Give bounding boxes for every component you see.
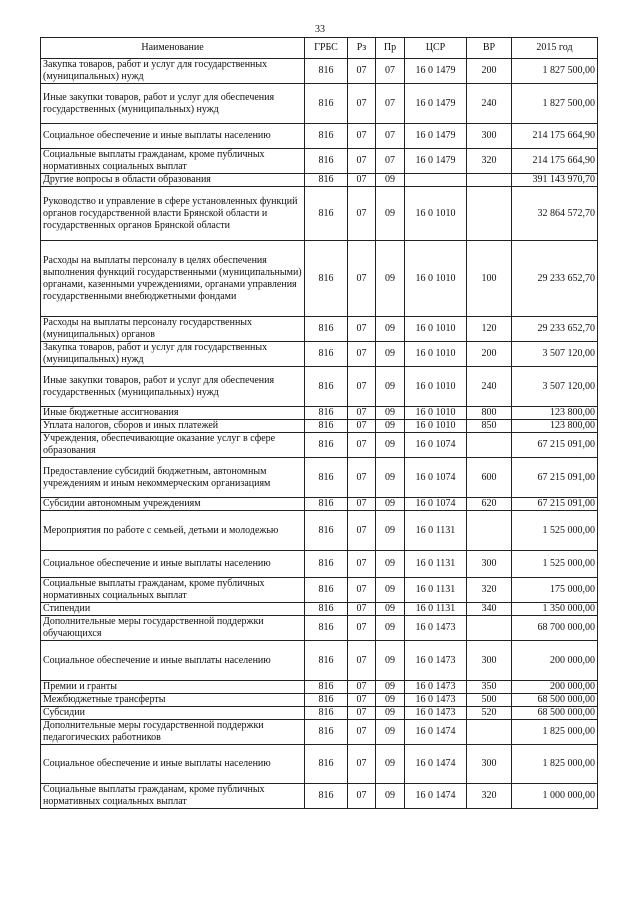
cell-rz: 07 [348,616,376,641]
cell-vr [467,433,512,458]
table-row [41,458,598,498]
cell-vr [467,187,512,241]
cell-vr: 500 [467,694,512,707]
cell-csr: 16 0 1474 [405,784,467,809]
cell-csr: 16 0 1010 [405,420,467,433]
cell-amount: 29 233 652,70 [512,317,598,342]
cell-name: Расходы на выплаты персоналу в целях обеспечения выполнения функций государственными (муниципальными) органами, казенными учреждениями, органами управления государственными внебюджетными фондами [41,241,305,317]
cell-amount: 32 864 572,70 [512,187,598,241]
cell-name: Расходы на выплаты персоналу государственных (муниципальных) органов [41,317,305,342]
header-csr: ЦСР [405,38,467,59]
cell-pr: 07 [376,149,405,174]
table-row [41,317,598,342]
cell-pr: 09 [376,241,405,317]
cell-pr: 09 [376,187,405,241]
cell-rz: 07 [348,681,376,694]
page-number: 33 [315,24,325,35]
cell-amount: 175 000,00 [512,578,598,603]
table-row [41,720,598,745]
cell-csr: 16 0 1010 [405,342,467,367]
budget-table [40,37,598,809]
table-row [41,367,598,407]
cell-amount: 67 215 091,00 [512,433,598,458]
cell-vr: 620 [467,498,512,511]
cell-vr: 300 [467,551,512,578]
cell-vr [467,511,512,551]
cell-amount: 67 215 091,00 [512,498,598,511]
table-row [41,149,598,174]
cell-rz: 07 [348,84,376,124]
cell-vr: 300 [467,124,512,149]
cell-name: Социальные выплаты гражданам, кроме публичных нормативных социальных выплат [41,784,305,809]
cell-grbs: 816 [305,603,348,616]
header-vr: ВР [467,38,512,59]
cell-name: Другие вопросы в области образования [41,174,305,187]
cell-vr: 320 [467,578,512,603]
cell-pr: 09 [376,641,405,681]
cell-name: Премии и гранты [41,681,305,694]
cell-rz: 07 [348,187,376,241]
cell-pr: 09 [376,367,405,407]
cell-pr: 09 [376,317,405,342]
cell-pr: 09 [376,720,405,745]
cell-amount: 1 350 000,00 [512,603,598,616]
cell-grbs: 816 [305,458,348,498]
cell-csr: 16 0 1010 [405,367,467,407]
cell-name: Дополнительные меры государственной поддержки педагогических работников [41,720,305,745]
cell-vr: 520 [467,707,512,720]
cell-rz: 07 [348,641,376,681]
cell-pr: 09 [376,174,405,187]
cell-vr: 240 [467,367,512,407]
cell-amount: 123 800,00 [512,420,598,433]
cell-amount: 1 825 000,00 [512,720,598,745]
table-row [41,511,598,551]
cell-grbs: 816 [305,745,348,784]
cell-csr: 16 0 1474 [405,745,467,784]
cell-rz: 07 [348,59,376,84]
table-row [41,694,598,707]
cell-vr: 320 [467,784,512,809]
cell-vr: 240 [467,84,512,124]
cell-csr: 16 0 1473 [405,641,467,681]
cell-csr: 16 0 1010 [405,407,467,420]
cell-rz: 07 [348,551,376,578]
header-year: 2015 год [512,38,598,59]
table-row [41,551,598,578]
cell-grbs: 816 [305,407,348,420]
cell-amount: 1 525 000,00 [512,511,598,551]
cell-grbs: 816 [305,511,348,551]
cell-rz: 07 [348,149,376,174]
cell-vr: 340 [467,603,512,616]
cell-pr: 07 [376,59,405,84]
cell-name: Стипендии [41,603,305,616]
cell-amount: 3 507 120,00 [512,367,598,407]
cell-name: Дополнительные меры государственной поддержки обучающихся [41,616,305,641]
cell-grbs: 816 [305,616,348,641]
cell-grbs: 816 [305,707,348,720]
table-header-row [41,38,598,59]
cell-rz: 07 [348,420,376,433]
cell-grbs: 816 [305,420,348,433]
cell-vr: 200 [467,342,512,367]
cell-csr: 16 0 1473 [405,707,467,720]
cell-amount: 68 500 000,00 [512,707,598,720]
cell-rz: 07 [348,124,376,149]
cell-grbs: 816 [305,367,348,407]
cell-grbs: 816 [305,784,348,809]
cell-csr: 16 0 1473 [405,616,467,641]
cell-amount: 68 500 000,00 [512,694,598,707]
cell-csr: 16 0 1074 [405,433,467,458]
cell-name: Социальное обеспечение и иные выплаты населению [41,641,305,681]
cell-name: Межбюджетные трансферты [41,694,305,707]
cell-rz: 07 [348,367,376,407]
cell-pr: 09 [376,707,405,720]
table-row [41,578,598,603]
cell-name: Мероприятия по работе с семьей, детьми и молодежью [41,511,305,551]
table-row [41,241,598,317]
cell-rz: 07 [348,511,376,551]
cell-csr: 16 0 1479 [405,84,467,124]
cell-grbs: 816 [305,551,348,578]
cell-csr: 16 0 1131 [405,603,467,616]
cell-amount: 200 000,00 [512,641,598,681]
cell-csr: 16 0 1074 [405,498,467,511]
table-row [41,342,598,367]
cell-vr [467,720,512,745]
cell-amount: 1 525 000,00 [512,551,598,578]
cell-pr: 09 [376,420,405,433]
cell-pr: 07 [376,84,405,124]
cell-amount: 200 000,00 [512,681,598,694]
cell-grbs: 816 [305,149,348,174]
cell-rz: 07 [348,707,376,720]
cell-grbs: 816 [305,59,348,84]
cell-name: Руководство и управление в сфере установленных функций органов государственной власти Брянской области и государственных органов Брянской области [41,187,305,241]
cell-vr: 320 [467,149,512,174]
cell-grbs: 816 [305,342,348,367]
cell-grbs: 816 [305,694,348,707]
cell-name: Социальные выплаты гражданам, кроме публичных нормативных социальных выплат [41,578,305,603]
cell-rz: 07 [348,578,376,603]
cell-name: Закупка товаров, работ и услуг для государственных (муниципальных) нужд [41,59,305,84]
cell-csr: 16 0 1479 [405,149,467,174]
cell-rz: 07 [348,458,376,498]
cell-csr: 16 0 1474 [405,720,467,745]
cell-name: Социальное обеспечение и иные выплаты населению [41,745,305,784]
table-row [41,498,598,511]
cell-vr: 800 [467,407,512,420]
cell-rz: 07 [348,720,376,745]
cell-amount: 1 827 500,00 [512,59,598,84]
table-body [41,59,598,809]
cell-grbs: 816 [305,498,348,511]
header-name: Наименование [41,38,305,59]
cell-csr: 16 0 1131 [405,551,467,578]
cell-rz: 07 [348,784,376,809]
cell-pr: 09 [376,784,405,809]
cell-csr: 16 0 1473 [405,681,467,694]
cell-amount: 1 000 000,00 [512,784,598,809]
cell-vr [467,174,512,187]
cell-amount: 1 827 500,00 [512,84,598,124]
cell-grbs: 816 [305,84,348,124]
cell-rz: 07 [348,745,376,784]
cell-amount: 29 233 652,70 [512,241,598,317]
cell-rz: 07 [348,342,376,367]
cell-amount: 3 507 120,00 [512,342,598,367]
cell-pr: 09 [376,616,405,641]
cell-rz: 07 [348,407,376,420]
table-row [41,84,598,124]
cell-amount: 68 700 000,00 [512,616,598,641]
cell-name: Предоставление субсидий бюджетным, автономным учреждениям и иным некоммерческим организациям [41,458,305,498]
table-row [41,745,598,784]
table-row [41,174,598,187]
table-row [41,59,598,84]
cell-vr: 600 [467,458,512,498]
cell-csr: 16 0 1479 [405,124,467,149]
table-row [41,433,598,458]
cell-amount: 391 143 970,70 [512,174,598,187]
cell-csr: 16 0 1074 [405,458,467,498]
cell-vr: 300 [467,641,512,681]
cell-rz: 07 [348,317,376,342]
table-row [41,707,598,720]
cell-name: Субсидии автономным учреждениям [41,498,305,511]
cell-name: Субсидии [41,707,305,720]
cell-grbs: 816 [305,681,348,694]
cell-grbs: 816 [305,720,348,745]
cell-csr: 16 0 1473 [405,694,467,707]
table-row [41,616,598,641]
cell-name: Уплата налогов, сборов и иных платежей [41,420,305,433]
cell-pr: 09 [376,694,405,707]
header-grbs: ГРБС [305,38,348,59]
header-rz: Рз [348,38,376,59]
cell-rz: 07 [348,603,376,616]
cell-csr: 16 0 1010 [405,187,467,241]
cell-grbs: 816 [305,187,348,241]
cell-vr: 200 [467,59,512,84]
table-row [41,124,598,149]
cell-amount: 1 825 000,00 [512,745,598,784]
cell-pr: 09 [376,578,405,603]
cell-grbs: 816 [305,433,348,458]
table-row [41,187,598,241]
cell-csr [405,174,467,187]
cell-amount: 214 175 664,90 [512,124,598,149]
cell-pr: 09 [376,498,405,511]
cell-csr: 16 0 1010 [405,241,467,317]
cell-vr: 100 [467,241,512,317]
cell-grbs: 816 [305,317,348,342]
cell-grbs: 816 [305,578,348,603]
cell-name: Закупка товаров, работ и услуг для государственных (муниципальных) нужд [41,342,305,367]
cell-vr: 300 [467,745,512,784]
cell-rz: 07 [348,433,376,458]
cell-pr: 07 [376,124,405,149]
cell-name: Учреждения, обеспечивающие оказание услуг в сфере образования [41,433,305,458]
cell-grbs: 816 [305,174,348,187]
cell-pr: 09 [376,458,405,498]
cell-rz: 07 [348,498,376,511]
table-row [41,784,598,809]
cell-grbs: 816 [305,241,348,317]
cell-grbs: 816 [305,124,348,149]
cell-pr: 09 [376,433,405,458]
cell-pr: 09 [376,407,405,420]
cell-vr: 350 [467,681,512,694]
cell-name: Социальные выплаты гражданам, кроме публичных нормативных социальных выплат [41,149,305,174]
cell-pr: 09 [376,603,405,616]
cell-name: Социальное обеспечение и иные выплаты населению [41,551,305,578]
cell-amount: 214 175 664,90 [512,149,598,174]
cell-name: Социальное обеспечение и иные выплаты населению [41,124,305,149]
cell-csr: 16 0 1131 [405,578,467,603]
cell-amount: 123 800,00 [512,407,598,420]
table-row [41,603,598,616]
cell-grbs: 816 [305,641,348,681]
cell-csr: 16 0 1010 [405,317,467,342]
cell-pr: 09 [376,551,405,578]
cell-pr: 09 [376,511,405,551]
cell-rz: 07 [348,174,376,187]
table-row [41,407,598,420]
cell-vr: 120 [467,317,512,342]
cell-pr: 09 [376,681,405,694]
table-row [41,681,598,694]
cell-csr: 16 0 1479 [405,59,467,84]
table-row [41,641,598,681]
header-pr: Пр [376,38,405,59]
cell-csr: 16 0 1131 [405,511,467,551]
cell-name: Иные закупки товаров, работ и услуг для обеспечения государственных (муниципальных) нужд [41,84,305,124]
cell-amount: 67 215 091,00 [512,458,598,498]
cell-pr: 09 [376,342,405,367]
cell-rz: 07 [348,241,376,317]
cell-name: Иные закупки товаров, работ и услуг для обеспечения государственных (муниципальных) нужд [41,367,305,407]
cell-vr [467,616,512,641]
cell-vr: 850 [467,420,512,433]
cell-rz: 07 [348,694,376,707]
cell-pr: 09 [376,745,405,784]
table-row [41,420,598,433]
cell-name: Иные бюджетные ассигнования [41,407,305,420]
